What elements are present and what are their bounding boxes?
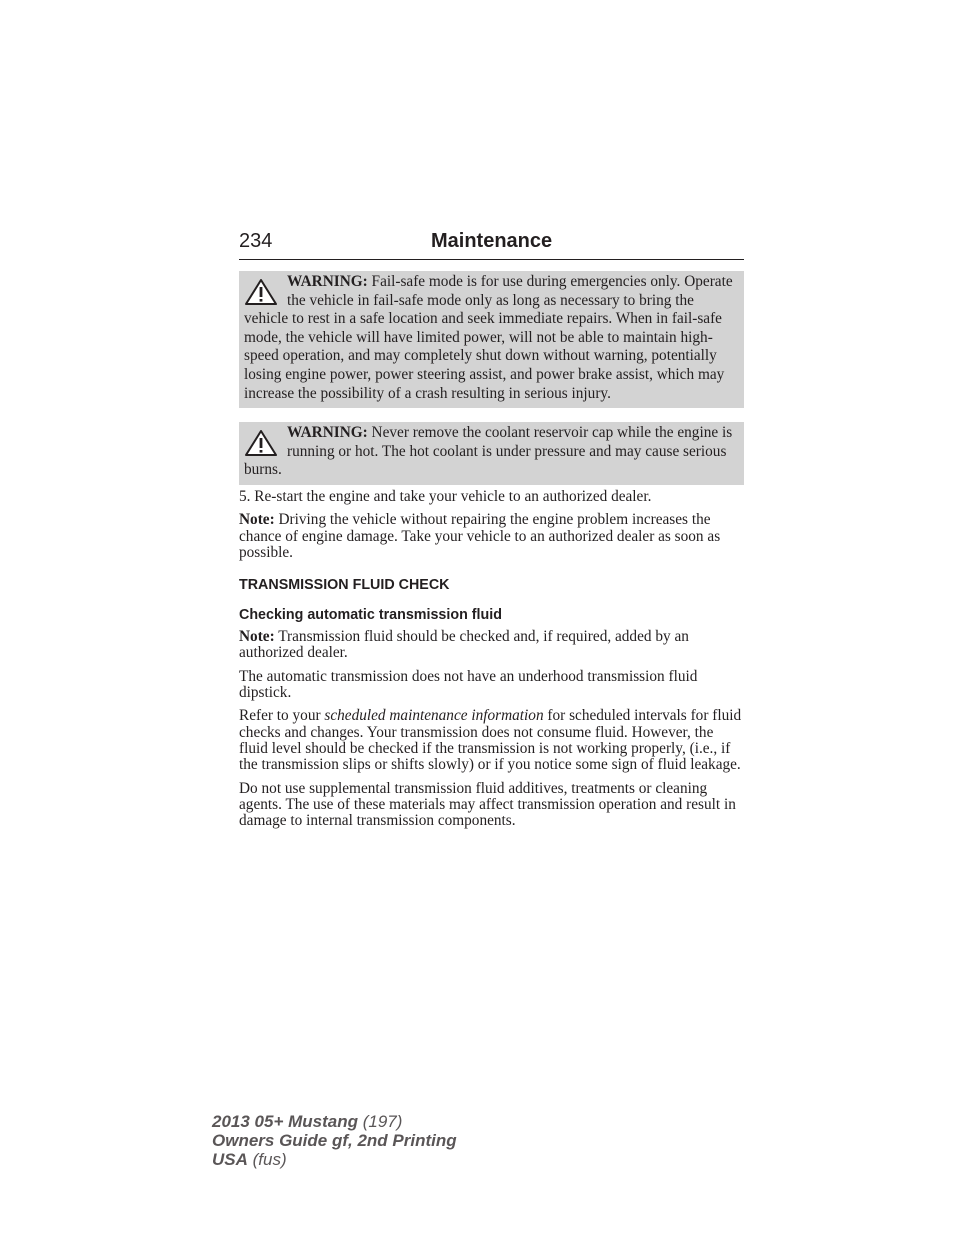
scheduled-maintenance-reference: scheduled maintenance information xyxy=(324,707,544,725)
paragraph-refer-schedule xyxy=(239,708,744,773)
warning-box-fail-safe xyxy=(239,271,744,408)
page-number: 234 xyxy=(239,230,273,252)
footer-model-code: (197) xyxy=(358,1112,403,1131)
sub-heading: Checking automatic transmission fluid xyxy=(239,607,502,624)
refer-text-before: Refer to your xyxy=(239,707,325,725)
note-transmission-fluid xyxy=(239,629,744,662)
note-lead: Note: xyxy=(239,511,275,529)
note-text: Driving the vehicle without repairing the engine problem increases the chance of engine damage. Take your vehicle to an authorized dealer as soon as possible. xyxy=(239,511,721,561)
footer-market: USA xyxy=(212,1150,248,1169)
warning-lead: WARNING: xyxy=(287,424,368,442)
warning-text: Never remove the coolant reservoir cap while the engine is running or hot. The hot coolant is under pressure and may cause serious burns. xyxy=(244,424,733,479)
note-engine-damage xyxy=(239,512,744,561)
page-content xyxy=(239,271,744,829)
page-header xyxy=(239,229,744,260)
footer-model: 2013 05+ Mustang xyxy=(212,1112,358,1131)
warning-text: Fail-safe mode is for use during emergencies only. Operate the vehicle in fail-safe mode only as long as necessary to bring the vehicle to rest in a safe location and seek immediate repairs. When in fail-safe mode, the vehicle will have limited power, will not be able to maintain high-speed operation, and may completely shut down without warning, potentially losing engine power, power steering assist, and power brake assist, which may increase the possibility of a crash resulting in serious injury. xyxy=(244,273,733,402)
warning-box-coolant xyxy=(239,422,744,485)
page-title: Maintenance xyxy=(431,230,553,252)
paragraph-dipstick: The automatic transmission does not have an underhood transmission fluid dipstick. xyxy=(239,667,698,702)
warning-triangle-icon xyxy=(244,278,278,306)
note-lead: Note: xyxy=(239,628,275,646)
footer-market-code: (fus) xyxy=(247,1150,287,1169)
paragraph-additives: Do not use supplemental transmission fluid additives, treatments or cleaning agents. The use of these materials may affect transmission operation and result in damage to internal transmission components. xyxy=(239,779,736,830)
step-5: 5. Re-start the engine and take your vehicle to an authorized dealer. xyxy=(239,487,652,505)
footer-guide: Owners Guide gf, 2nd Printing xyxy=(212,1131,457,1150)
footer-line-2 xyxy=(212,1131,457,1150)
section-heading: TRANSMISSION FLUID CHECK xyxy=(239,577,450,594)
note-text: Transmission fluid should be checked and, if required, added by an authorized dealer. xyxy=(239,628,689,662)
warning-lead: WARNING: xyxy=(287,273,368,290)
document-footer xyxy=(212,1112,457,1169)
refer-text-after: for scheduled intervals for fluid checks and changes. Your transmission does not consume fluid. However, the fluid level should be checked if the transmission is not working properly, (i.e., if the transmission slips or shifts slowly) or if you notice some sign of fluid leakage. xyxy=(239,707,742,774)
footer-line-1 xyxy=(212,1112,457,1131)
footer-line-3 xyxy=(212,1150,457,1169)
warning-triangle-icon xyxy=(244,429,278,457)
